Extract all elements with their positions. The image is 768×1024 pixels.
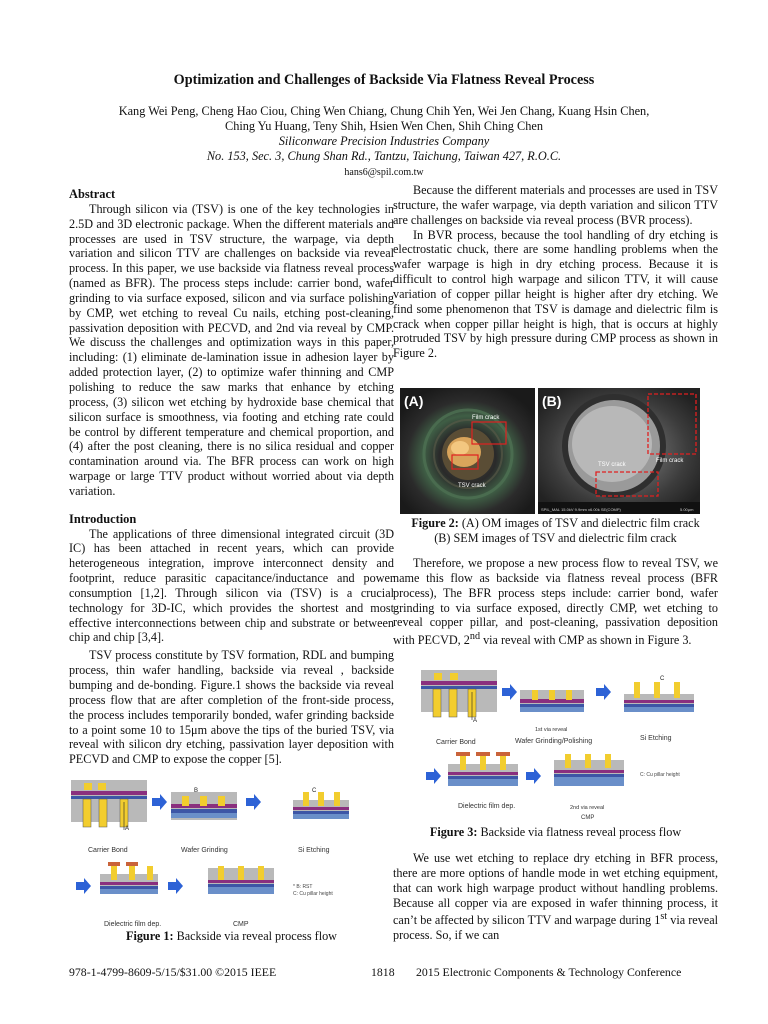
- fig2-scale: 5.00μm: [680, 507, 694, 512]
- right-p4-text-b: via reveal process. So, if we can: [393, 913, 718, 943]
- fig3-arrow-4: [526, 768, 541, 784]
- fig1-stage-cmp: [208, 866, 274, 894]
- fig1-legend-2: C: Cu pillar height: [293, 891, 333, 897]
- email: hans6@spil.com.tw: [344, 167, 424, 178]
- fig1-step5-label: CMP: [233, 921, 249, 928]
- fig3-mark-c: C: [660, 676, 665, 682]
- figure-3-caption-text: Backside via flatness reveal process flow: [477, 825, 682, 839]
- right-column-bottom: [393, 851, 718, 943]
- figure-3-label: Figure 3:: [429, 825, 478, 839]
- fig3-stage-cmp: [554, 754, 624, 786]
- intro-paragraph-1: The applications of three dimensional integrated circuit (3D IC) has been attached in recent years, which can provide heterogeneous integration, improve interconnect density and footprint, reduce parasitic capacitance/inductance and power consumption [1,2]. Through silicon via (TSV) is a crucial technology for 3D-IC, which provides the shortest and most effective interconnections between chip and substrate or between chip and chip [3,4].: [69, 526, 394, 645]
- fig3-step4-label: Dielectric film dep.: [458, 803, 516, 810]
- fig1-step1-label: Carrier Bond: [88, 847, 128, 854]
- fig2-panel-b-sem: [538, 388, 700, 514]
- fig1-stage-wafer-grinding: [171, 792, 237, 820]
- introduction-heading: Introduction: [69, 511, 137, 526]
- fig3-stage-dielectric: [448, 752, 518, 786]
- right-p4-sup: st: [660, 911, 668, 923]
- right-paragraph-1: Because the different materials and processes are used in TSV structure, the wafer warpage, via depth variation and silicon TTV are challenges on backside via reveal process (BVR process).: [393, 183, 718, 227]
- figure-2-images: [400, 388, 700, 514]
- fig3-arrow-1: [502, 684, 517, 700]
- abstract-text: Through silicon via (TSV) is one of the key technologies in 2.5D and 3D electronic package. When the different materials and processes are used in TSV structure, the warpage, via depth variation and silicon TTV are challenges on backside via reveal process. In this paper, we use backside via flatness reveal process (named as BFR). The process steps include: carrier bond, wafer grinding to via surface exposed, silicon and via surface polishing by CMP, wet etching to reveal Cu nails, etching post-cleaning, passivation deposition with PECVD, and 2nd via reveal by CMP. We discuss the challenges and optimization ways in this paper, including: (1) eliminate de-lamination issue in adhesion layer by added protection layer, (2) to optimize wafer thinning and CMP polishing to reduce the saw marks that enhance by etching process, (3) silicon wet etching by hydroxide base chemical that silicon surface is smoothness, via footing and etching rate could be control by different temperature and chemical proportion, and (4) after the post cleaning, there is no silica residual and copper contamination around via. The BFR process can work on high warpage or large TTV product without worried about via depth variation.: [69, 201, 394, 498]
- figure-2-caption: [393, 516, 718, 545]
- fig1-stage-si-etching: [293, 792, 349, 819]
- fig1-arrow-1: [152, 794, 167, 810]
- figure-1-label: Figure 1:: [126, 929, 174, 943]
- figure-2-caption-a: (A) OM images of TSV and dielectric film crack: [458, 516, 700, 530]
- authors-line-2: Ching Yu Huang, Teny Shih, Hsien Wen Chen, Shih Ching Chen: [225, 119, 543, 133]
- paper-title: Optimization and Challenges of Backside Via Flatness Reveal Process: [173, 72, 595, 88]
- figure-3-diagram: [418, 668, 718, 820]
- fig2-film-crack-a: Film crack: [472, 415, 500, 421]
- intro-paragraph-2: TSV process constitute by TSV formation, RDL and bumping process, thin wafer handling, backside via reveal , backside bumping and de-bonding. Figure.1 shows the backside via reveal process flow that are after completion of the front-side process, the process includes temporarily bonded, wafer grinding backside to a point some 10 to 15μm above the tips of the buried TSV, via reveal with silicon dry etching, passivation layer deposition with PECVD and CMP to expose the copper [5].: [69, 648, 394, 767]
- author-block: [40, 104, 728, 180]
- fig3-step2-label-a: 1st via reveal: [535, 727, 568, 733]
- right-p4-text-a: We use wet etching to replace dry etching in BFR process, there are more options of handle mode in wet etching equipment, that can work high warpage product without handling problems. Because all copper via are exposed in wafer thinning process, it can’t be affected by silicon TTV and warpage during 1: [393, 851, 718, 928]
- fig3-legend: C: Cu pillar height: [640, 772, 680, 778]
- figure-1-diagram: [68, 778, 364, 928]
- footer-isbn: 978-1-4799-8609-5/15/$31.00 ©2015 IEEE: [69, 965, 277, 979]
- authors-line-1: Kang Wei Peng, Cheng Hao Ciou, Ching Wen Chiang, Chung Chih Yen, Wei Jen Chang, Kuang Hsin Chen,: [118, 104, 650, 118]
- fig1-step4-label: Dielectric film dep.: [104, 921, 162, 928]
- fig3-step5-label-a: 2nd via reveal: [570, 805, 605, 811]
- fig2-tsv-crack-b: TSV crack: [598, 462, 626, 468]
- fig3-step2-label-b: Wafer Grinding/Polishing: [515, 738, 593, 745]
- affiliation: Siliconware Precision Industries Company: [278, 134, 490, 148]
- figure-2-caption-b: (B) SEM images of TSV and dielectric film crack: [434, 530, 677, 545]
- left-column: [69, 187, 394, 767]
- fig1-arrow-3: [76, 878, 91, 894]
- fig2-film-crack-b: Film crack: [656, 458, 684, 464]
- fig2-panel-b-label: (B): [542, 393, 562, 409]
- right-paragraph-4: [393, 851, 718, 943]
- fig1-legend-1: * B: RST: [293, 884, 313, 890]
- fig1-step2-label: Wafer Grinding: [181, 847, 228, 854]
- fig1-step3-label: Si Etching: [298, 847, 330, 854]
- fig3-mark-a: A: [473, 718, 478, 724]
- fig1-arrow-2: [246, 794, 261, 810]
- figure-2-label: Figure 2:: [411, 516, 459, 530]
- fig1-arrow-4: [168, 878, 183, 894]
- fig3-step3-label: Si Etching: [640, 735, 672, 742]
- fig3-arrow-2: [596, 684, 611, 700]
- figure-1-caption-text: Backside via reveal process flow: [173, 929, 337, 943]
- right-p3-sup: nd: [469, 631, 481, 643]
- fig1-mark-b: B: [194, 788, 199, 794]
- figure-2-caption-line-1: [393, 516, 718, 531]
- right-paragraph-2: In BVR process, because the tool handling of dry etching is electrostatic chuck, there are some handling problems when the wafer warpage is high in dry etching process. Because it is difficult to control high warpage and silicon TTV, it will cause variation of copper pillar height is higher after dry etching. We find some phenomenon that TSV is damage and dielectric film is crack when copper pillar height is high, that is occurs at highly protruded TSV by high pressure during CMP process as shown in Figure 2.: [393, 227, 718, 361]
- figure-1-caption: [69, 929, 394, 944]
- fig3-stage-grinding: [520, 690, 584, 712]
- footer-conference: 2015 Electronic Components & Technology Conference: [416, 965, 682, 979]
- figure-3-caption: [393, 825, 718, 840]
- fig1-stage-dielectric: [100, 862, 158, 894]
- fig3-stage-si-etching: [624, 682, 694, 712]
- right-paragraph-3: [393, 556, 718, 648]
- fig3-arrow-3: [426, 768, 441, 784]
- right-column: [393, 183, 718, 361]
- fig1-stage-carrier-bond: [71, 780, 147, 830]
- footer-page-number: 1818: [371, 965, 395, 979]
- fig3-step5-label-b: CMP: [581, 815, 595, 820]
- right-p3-text-a: Therefore, we propose a new process flow to reveal TSV, we name this flow as backside via flatness reveal process (BFR process), The BFR process steps include: carrier bond, wafer grinding to via surface exposed, directly CMP, wet etching to reveal copper pillar, and post-cleaning, passivation deposition with PECVD, 2: [393, 556, 718, 648]
- abstract-heading: Abstract: [69, 187, 116, 201]
- fig2-sem-info: SPIL_MAL 15.0kV 9.9mm x6.00k SE(COMP): [541, 507, 621, 512]
- fig3-stage-carrier-bond: [421, 670, 497, 720]
- fig2-panel-a-label: (A): [404, 393, 424, 409]
- fig3-step1-label: Carrier Bond: [436, 739, 476, 746]
- fig1-mark-a: A: [125, 826, 130, 832]
- fig1-mark-c: C: [312, 788, 317, 794]
- address: No. 153, Sec. 3, Chung Shan Rd., Tantzu, Taichung, Taiwan 427, R.O.C.: [206, 149, 562, 163]
- right-column-middle: [393, 556, 718, 648]
- right-p3-text-b: via reveal with CMP as shown in Figure 3.: [480, 633, 692, 648]
- fig2-tsv-crack-a: TSV crack: [458, 483, 486, 489]
